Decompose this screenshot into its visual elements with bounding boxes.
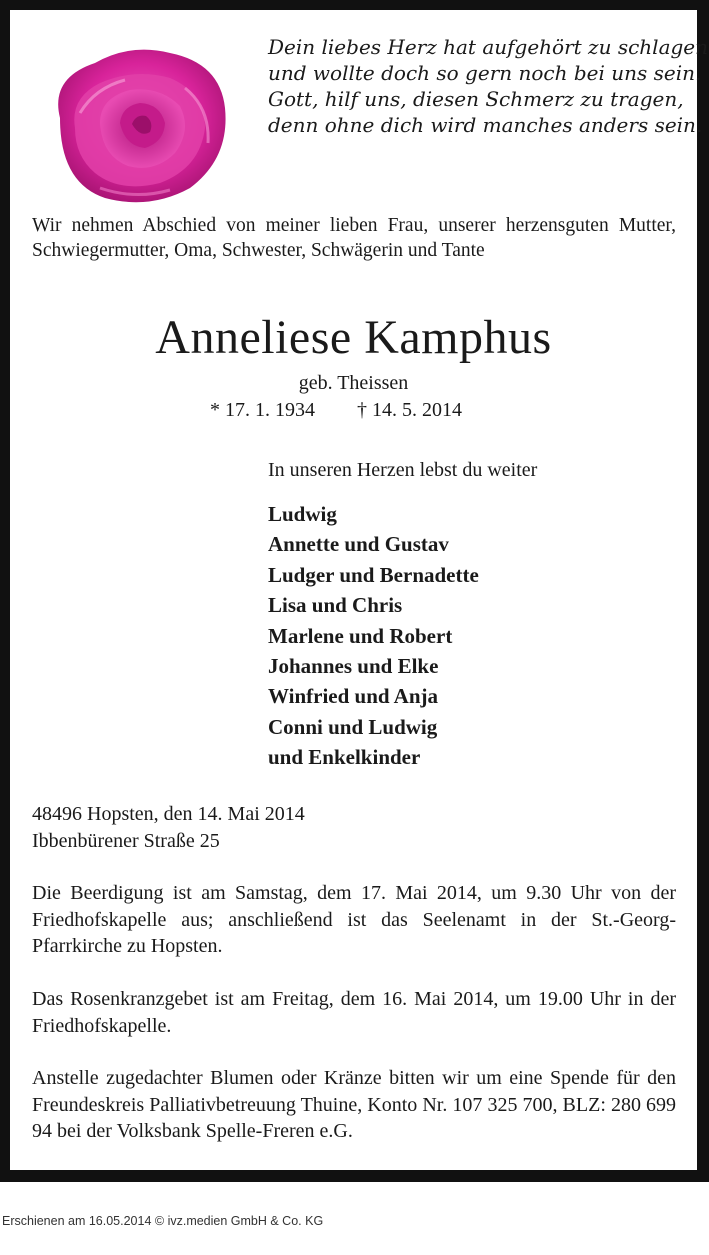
mourner-name: Lisa und Chris: [268, 593, 403, 618]
intro-text: Wir nehmen Abschied von meiner lieben Frau, unserer herzensguten Mutter, Schwiegermutter, Oma, Schwester, Schwägerin und Tante: [32, 215, 676, 261]
poem-line: Dein liebes Herz hat aufgehört zu schlagen: [268, 35, 709, 59]
poem-line: und wollte doch so gern noch bei uns sein.: [268, 61, 702, 85]
mourner-name: Winfried und Anja: [268, 684, 438, 709]
poem: [268, 34, 709, 138]
rose-image: [40, 38, 240, 208]
birth-name: geb. Theissen: [298, 372, 409, 394]
mourner-name: Annette und Gustav: [268, 532, 449, 557]
mourners-list: [268, 499, 479, 773]
life-dates: [210, 397, 610, 423]
address-block: [32, 801, 676, 854]
poem-line: denn ohne dich wird manches anders sein.: [268, 113, 703, 137]
death-date: † 14. 5. 2014: [357, 399, 462, 421]
obituary-card: [10, 10, 709, 1170]
publication-footer: Erschienen am 16.05.2014 © ivz.medien GmbH & Co. KG: [2, 1214, 324, 1228]
mourner-name: und Enkelkinder: [268, 745, 421, 770]
address-line: 48496 Hopsten, den 14. Mai 2014: [32, 803, 305, 825]
motto: In unseren Herzen lebst du weiter: [268, 459, 538, 481]
mourner-name: Marlene und Robert: [268, 623, 453, 648]
donation-info: Anstelle zugedachter Blumen oder Kränze bitten wir um eine Spende für den Freundeskreis Palliativbetreuung Thuine, Konto Nr. 107 325 700, BLZ: 280 699 94 bei der Volksbank Spelle-Freren e.G.: [32, 1067, 676, 1142]
address-line: Ibbenbürener Straße 25: [32, 829, 220, 852]
funeral-info: Die Beerdigung ist am Samstag, dem 17. Mai 2014, um 9.30 Uhr von der Friedhofskapelle aus; anschließend ist das Seelenamt in der St.-Georg-Pfarrkirche zu Hopsten.: [32, 882, 676, 957]
rosary-info: Das Rosenkranzgebet ist am Freitag, dem 16. Mai 2014, um 19.00 Uhr in der Friedhofskapelle.: [32, 988, 676, 1037]
mourner-name: Ludwig: [268, 502, 337, 526]
deceased-name: Anneliese Kamphus: [155, 311, 552, 364]
birth-date: * 17. 1. 1934: [210, 399, 315, 421]
mourner-name: Conni und Ludwig: [268, 714, 438, 739]
mourner-name: Johannes und Elke: [268, 654, 439, 679]
mourner-name: Ludger und Bernadette: [268, 562, 479, 587]
poem-line: Gott, hilf uns, diesen Schmerz zu tragen,: [268, 87, 684, 111]
